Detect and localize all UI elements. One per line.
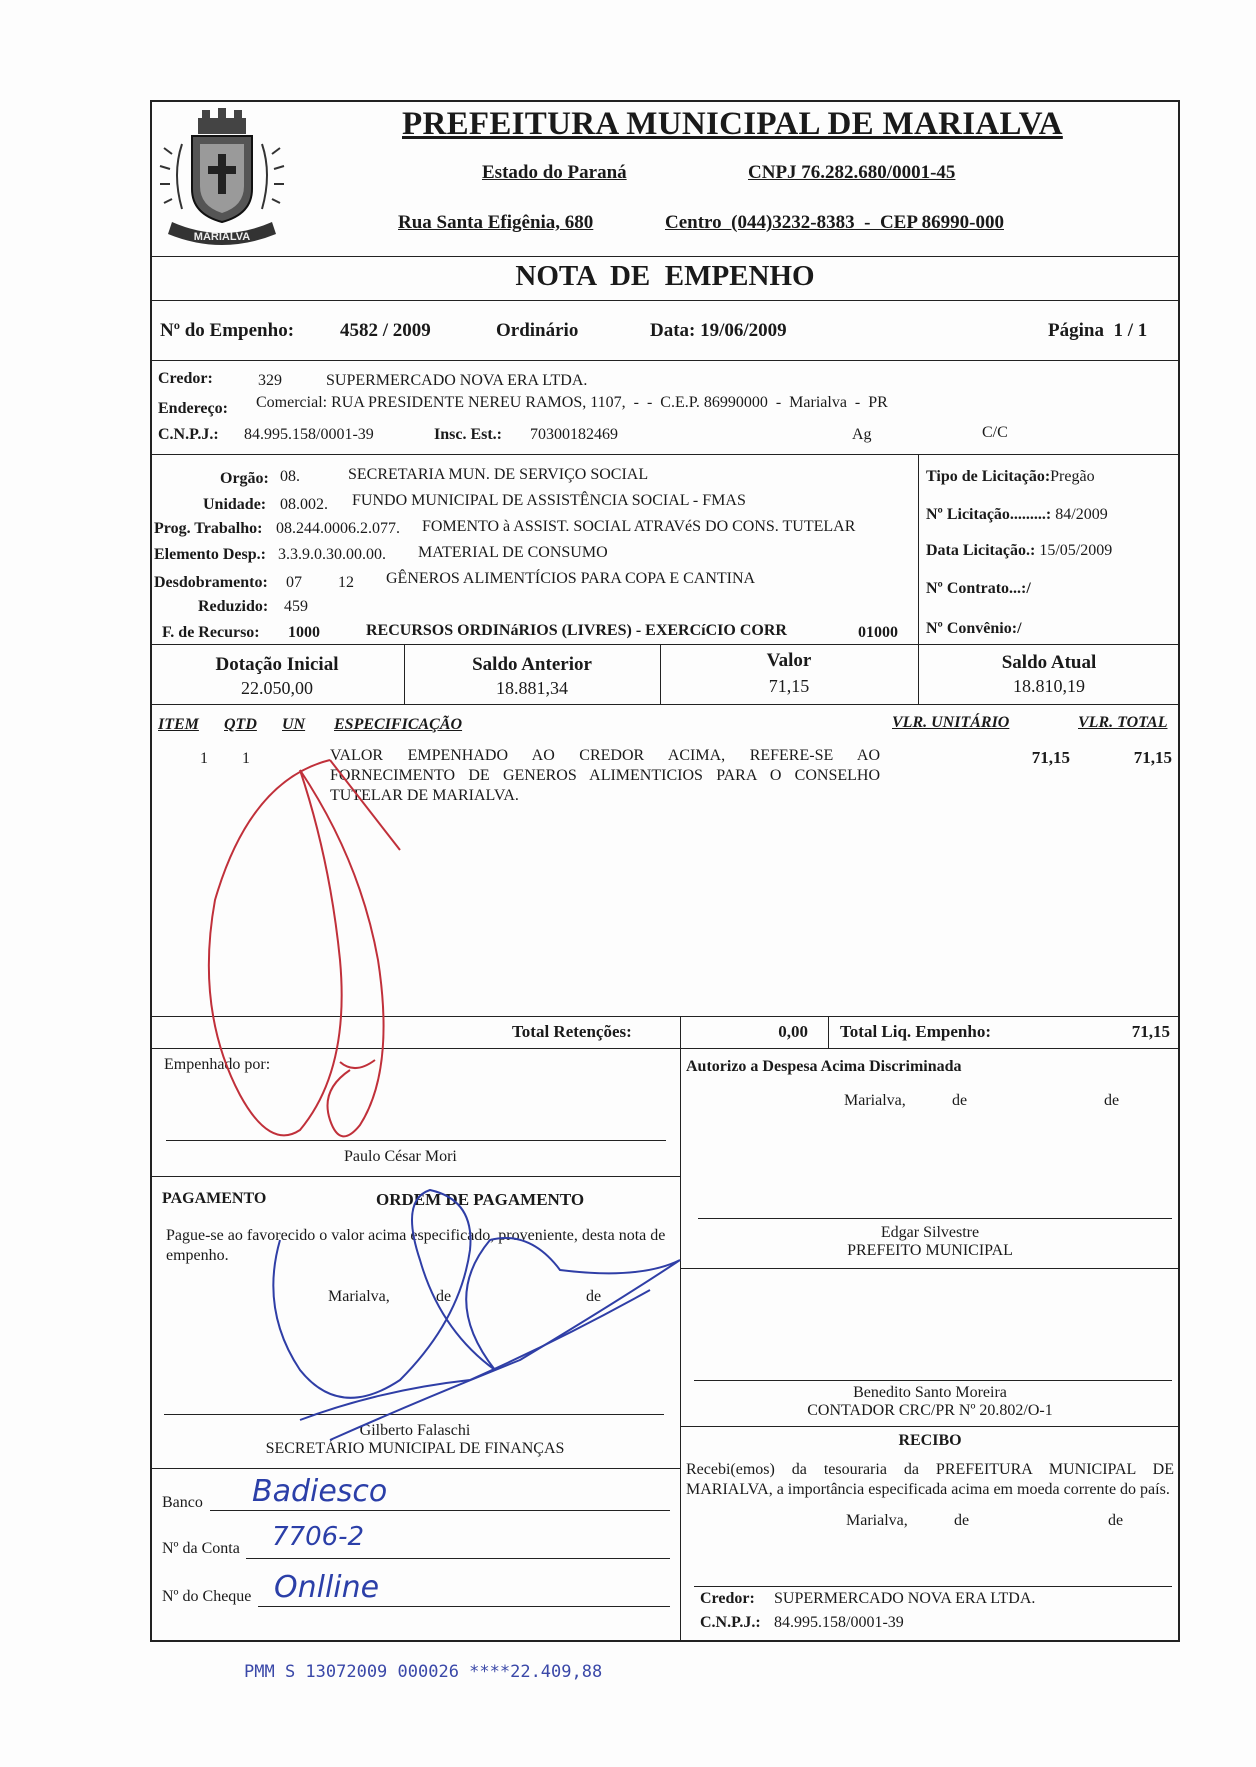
elemento: MATERIAL DE CONSUMO xyxy=(418,544,608,561)
recibo-de-2: de xyxy=(1108,1512,1124,1529)
col-item: ITEM xyxy=(158,716,199,733)
credor-code: 329 xyxy=(258,372,282,389)
header-district-phone-cep: Centro (044)3232-8383 - CEP 86990-000 xyxy=(665,212,1004,233)
licitacao-data-value: 15/05/2009 xyxy=(1039,542,1113,559)
conta-label: Nº da Conta xyxy=(162,1540,240,1557)
prog-label: Prog. Trabalho: xyxy=(154,520,263,537)
col-un: UN xyxy=(282,716,306,733)
recurso: RECURSOS ORDINáRIOS (LIVRES) - EXERCíCIO CORR xyxy=(366,622,787,639)
credor-name: SUPERMERCADO NOVA ERA LTDA. xyxy=(326,372,588,389)
valor-label: Valor xyxy=(766,650,812,671)
recibo-de-1: de xyxy=(954,1512,970,1529)
liq-label: Total Liq. Empenho: xyxy=(840,1022,991,1041)
orgao-code: 08. xyxy=(280,468,300,485)
credor-insc: 70300182469 xyxy=(530,426,618,443)
credor-cnpj: 84.995.158/0001-39 xyxy=(244,426,374,443)
empenhado-label: Empenhado por: xyxy=(164,1056,271,1073)
licitacao-numero-value: 84/2009 xyxy=(1055,506,1108,523)
credor-address-label: Endereço: xyxy=(158,400,228,417)
desdobramento: GÊNEROS ALIMENTÍCIOS PARA COPA E CANTINA xyxy=(386,570,756,587)
licitacao-tipo-value: Pregão xyxy=(1050,468,1095,485)
recibo-text: Recebi(emos) da tesouraria da PREFEITURA MUNICIPAL DE MARIALVA, a importância especificada acima em moeda corrente do país. xyxy=(686,1461,1174,1498)
col-unit: VLR. UNITÁRIO xyxy=(892,714,1010,731)
valor-value: 71,15 xyxy=(768,676,810,696)
credor-address: Comercial: RUA PRESIDENTE NEREU RAMOS, 1107, - - C.E.P. 86990000 - Marialva - PR xyxy=(256,394,888,411)
col-total: VLR. TOTAL xyxy=(1078,714,1168,731)
credor-insc-label: Insc. Est.: xyxy=(434,426,503,443)
orgao-label: Orgão: xyxy=(220,470,269,487)
autorizo: Autorizo a Despesa Acima Discriminada xyxy=(686,1058,962,1075)
autorizo-city: Marialva, xyxy=(844,1092,906,1109)
conta-value: 7706-2 xyxy=(272,1522,365,1552)
dotacao-value: 22.050,00 xyxy=(241,678,313,698)
prefeito-title: PREFEITO MUNICIPAL xyxy=(847,1242,1013,1259)
elemento-label: Elemento Desp.: xyxy=(154,546,266,563)
reduzido: 459 xyxy=(284,598,308,615)
recibo-cnpj-label: C.N.P.J.: xyxy=(700,1614,761,1631)
recurso-sub: 01000 xyxy=(858,624,898,641)
row-qtd: 1 xyxy=(242,750,250,767)
header-title: PREFEITURA MUNICIPAL DE MARIALVA xyxy=(402,106,1063,142)
saldo-anterior-label: Saldo Anterior xyxy=(472,654,592,675)
recurso-label: F. de Recurso: xyxy=(162,624,260,641)
unidade: FUNDO MUNICIPAL DE ASSISTÊNCIA SOCIAL - FMAS xyxy=(352,492,746,509)
row-item: 1 xyxy=(200,750,208,767)
desdobramento-label: Desdobramento: xyxy=(154,574,268,591)
recibo-credor: SUPERMERCADO NOVA ERA LTDA. xyxy=(774,1590,1036,1607)
banco-label: Banco xyxy=(162,1494,203,1511)
header-address: Rua Santa Efigênia, 680 xyxy=(398,212,594,233)
contador-title: CONTADOR CRC/PR Nº 20.802/O-1 xyxy=(807,1402,1053,1419)
retencoes-value: 0,00 xyxy=(778,1022,808,1041)
empenho-page: Página 1 / 1 xyxy=(1048,320,1148,341)
dotacao-label: Dotação Inicial xyxy=(215,654,339,675)
prefeito-name: Edgar Silvestre xyxy=(880,1224,980,1241)
recibo-title: RECIBO xyxy=(898,1432,962,1449)
credor-label: Credor: xyxy=(158,370,213,387)
row-espec: VALOR EMPENHADO AO CREDOR ACIMA, REFERE-SE AO FORNECIMENTO DE GENEROS ALIMENTICIOS PARA O CONSELHO TUTELAR DE MARIALVA. xyxy=(330,747,880,804)
row-unit: 71,15 xyxy=(1031,748,1070,767)
prog-code: 08.244.0006.2.077. xyxy=(276,520,400,537)
pagamento-city: Marialva, xyxy=(328,1288,390,1305)
ordem-pagamento: ORDEM DE PAGAMENTO xyxy=(376,1190,585,1209)
row-total: 71,15 xyxy=(1133,748,1172,767)
col-espec: ESPECIFICAÇÃO xyxy=(334,716,463,733)
cheque-label: Nº do Cheque xyxy=(162,1588,252,1605)
licitacao-convenio: Nº Convênio:/ xyxy=(926,620,1022,637)
banco-value: Badiesco xyxy=(252,1474,388,1509)
empenho-date: Data: 19/06/2009 xyxy=(650,320,787,341)
licitacao-tipo-key: Tipo de Licitação: xyxy=(926,468,1051,485)
doc-title: NOTA DE EMPENHO xyxy=(515,260,815,292)
elemento-code: 3.3.9.0.30.00.00. xyxy=(278,546,386,563)
recibo-cnpj: 84.995.158/0001-39 xyxy=(774,1614,904,1631)
contador-name: Benedito Santo Moreira xyxy=(853,1384,1007,1401)
financas-title: SECRETÁRIO MUNICIPAL DE FINANÇAS xyxy=(265,1440,565,1457)
svg-text:MARIALVA: MARIALVA xyxy=(193,231,251,243)
reduzido-label: Reduzido: xyxy=(198,598,269,615)
orgao: SECRETARIA MUN. DE SERVIÇO SOCIAL xyxy=(348,466,649,483)
unidade-label: Unidade: xyxy=(203,496,267,513)
retencoes-label: Total Retenções: xyxy=(512,1022,632,1041)
desdobramento-code: 07 xyxy=(286,574,302,591)
recurso-code: 1000 xyxy=(288,624,320,641)
cheque-value: Onlline xyxy=(274,1570,380,1605)
header-cnpj: CNPJ 76.282.680/0001-45 xyxy=(748,162,956,183)
credor-ag: Ag xyxy=(852,426,872,443)
col-qtd: QTD xyxy=(224,716,257,733)
empenho-number: 4582 / 2009 xyxy=(340,320,431,341)
saldo-atual-label: Saldo Atual xyxy=(1001,652,1097,673)
empenhado-name: Paulo César Mori xyxy=(344,1148,457,1165)
licitacao-contrato: Nº Contrato...:/ xyxy=(926,580,1031,597)
desdobramento-sub: 12 xyxy=(338,574,354,591)
saldo-atual-value: 18.810,19 xyxy=(1013,676,1085,696)
empenho-type: Ordinário xyxy=(496,320,579,341)
autorizo-de-1: de xyxy=(952,1092,968,1109)
autorizo-de-2: de xyxy=(1104,1092,1120,1109)
empenho-number-label: Nº do Empenho: xyxy=(160,320,295,341)
recibo-credor-label: Credor: xyxy=(700,1590,755,1607)
pagamento-text: Pague-se ao favorecido o valor acima especificado, proveniente, desta nota de empenho. xyxy=(166,1227,666,1264)
credor-cc: C/C xyxy=(982,424,1008,441)
header-state: Estado do Paraná xyxy=(482,162,627,183)
pagamento-label: PAGAMENTO xyxy=(162,1190,267,1207)
pagamento-de-1: de xyxy=(436,1288,452,1305)
recibo-city: Marialva, xyxy=(846,1512,908,1529)
licitacao-data-key: Data Licitação.: xyxy=(926,542,1036,559)
pagamento-de-2: de xyxy=(586,1288,602,1305)
saldo-anterior-value: 18.881,34 xyxy=(496,678,568,698)
credor-cnpj-label: C.N.P.J.: xyxy=(158,426,219,443)
licitacao-numero-key: Nº Licitação.........: xyxy=(926,506,1052,523)
financas-name: Gilberto Falaschi xyxy=(359,1422,471,1439)
machine-stamp: PMM S 13072009 000026 ****22.409,88 xyxy=(244,1662,603,1682)
prog: FOMENTO à ASSIST. SOCIAL ATRAVéS DO CONS. TUTELAR xyxy=(422,518,856,535)
unidade-code: 08.002. xyxy=(280,496,328,513)
liq-value: 71,15 xyxy=(1131,1022,1170,1041)
